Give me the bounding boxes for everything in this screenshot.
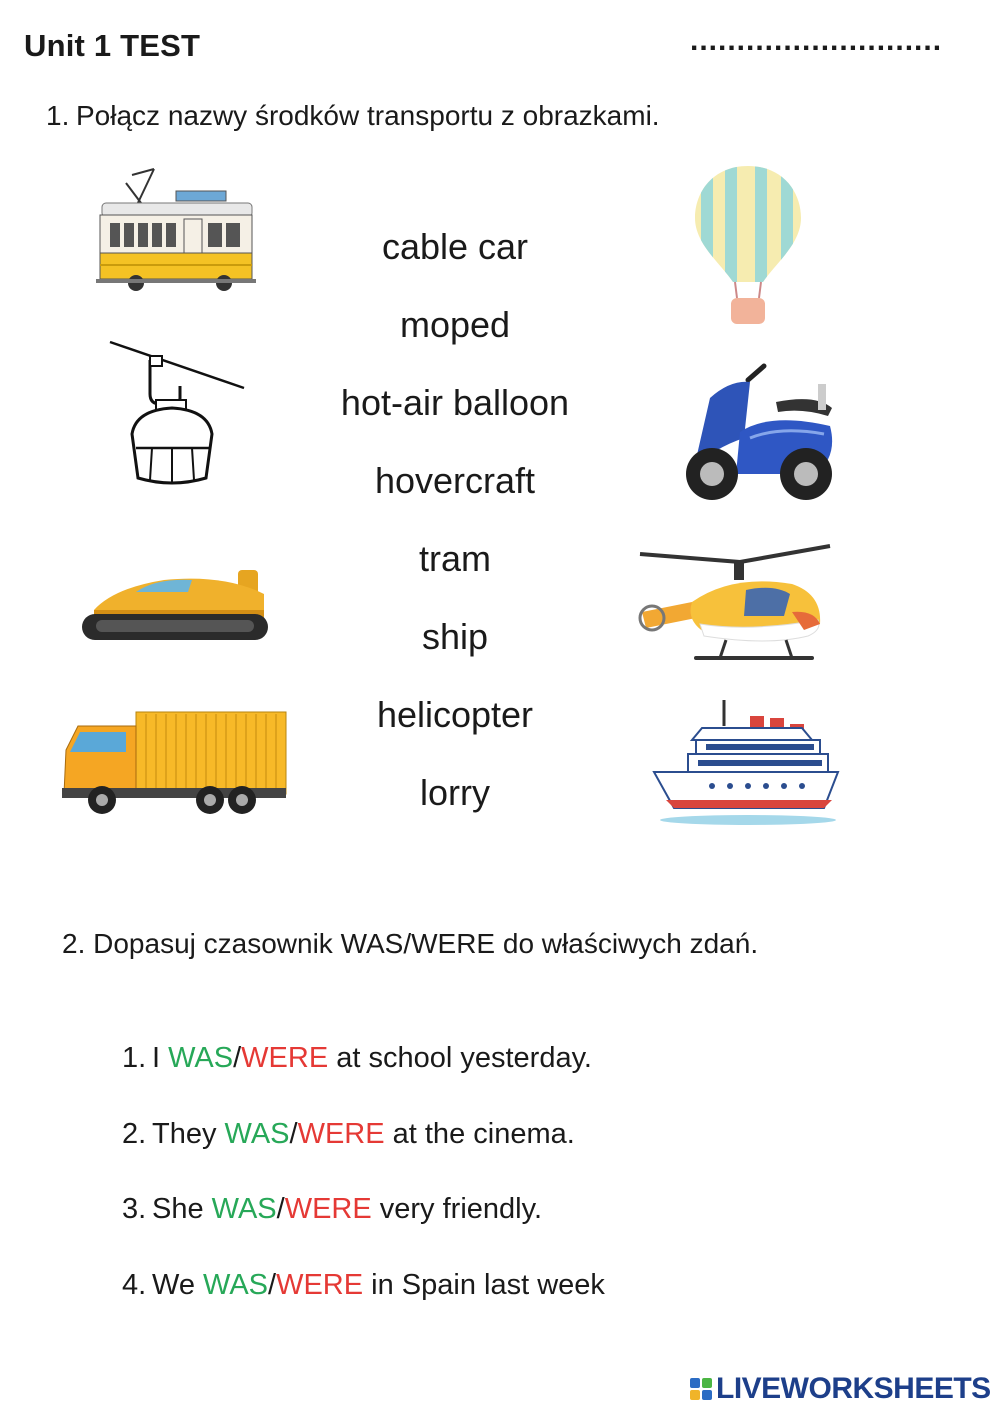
sentence-number: 2. bbox=[122, 1118, 147, 1150]
logo-text: LIVEWORKSHEETS bbox=[716, 1372, 991, 1405]
lorry-image[interactable] bbox=[60, 706, 288, 818]
liveworksheets-logo[interactable] bbox=[690, 1372, 991, 1406]
logo-icon bbox=[690, 1378, 712, 1400]
sentence-end: at the cinema. bbox=[384, 1118, 575, 1150]
sentence-4 bbox=[122, 1269, 605, 1302]
sentence-3 bbox=[122, 1193, 542, 1226]
word-ship[interactable]: ship bbox=[421, 616, 489, 657]
exercise1-instruction bbox=[46, 100, 660, 132]
were-option[interactable]: WERE bbox=[297, 1118, 385, 1150]
word-cable-car[interactable]: cable car bbox=[381, 226, 529, 267]
sentence-start: She bbox=[152, 1193, 212, 1225]
sentence-number: 3. bbox=[122, 1193, 147, 1225]
was-option[interactable]: WAS bbox=[211, 1193, 277, 1225]
helicopter-image[interactable] bbox=[636, 540, 832, 670]
slash: / bbox=[268, 1269, 277, 1301]
was-option[interactable]: WAS bbox=[203, 1269, 269, 1301]
slash: / bbox=[233, 1042, 242, 1074]
sentence-start: We bbox=[152, 1269, 204, 1301]
exercise2-instruction: 2. Dopasuj czasownik WAS/WERE do właściwych zdań. bbox=[62, 928, 759, 959]
sentence-1 bbox=[122, 1042, 592, 1075]
was-option[interactable]: WAS bbox=[168, 1042, 234, 1074]
sentence-start: They bbox=[152, 1118, 225, 1150]
ship-image[interactable] bbox=[652, 696, 840, 828]
sentence-2 bbox=[122, 1118, 575, 1151]
sentence-number: 1. bbox=[122, 1042, 147, 1074]
were-option[interactable]: WERE bbox=[276, 1269, 364, 1301]
word-hot-air-balloon[interactable]: hot-air balloon bbox=[340, 382, 570, 423]
cable-car-image[interactable] bbox=[106, 338, 246, 490]
slash: / bbox=[289, 1118, 298, 1150]
word-helicopter[interactable]: helicopter bbox=[376, 694, 534, 735]
moped-image[interactable] bbox=[680, 362, 838, 504]
tram-image[interactable] bbox=[96, 165, 256, 297]
were-option[interactable]: WERE bbox=[284, 1193, 372, 1225]
hot-air-balloon-image[interactable] bbox=[693, 164, 803, 328]
word-moped[interactable]: moped bbox=[399, 304, 511, 345]
sentence-end: very friendly. bbox=[371, 1193, 543, 1225]
sentence-end: at school yesterday. bbox=[328, 1042, 592, 1074]
was-option[interactable]: WAS bbox=[224, 1118, 290, 1150]
hovercraft-image[interactable] bbox=[80, 566, 270, 644]
word-tram[interactable]: tram bbox=[419, 538, 491, 579]
slash: / bbox=[276, 1193, 285, 1225]
word-lorry[interactable]: lorry bbox=[420, 772, 490, 813]
sentence-number: 4. bbox=[122, 1269, 147, 1301]
exercise1-number: 1. bbox=[46, 100, 70, 131]
word-hovercraft[interactable]: hovercraft bbox=[374, 460, 536, 501]
were-option[interactable]: WERE bbox=[241, 1042, 329, 1074]
sentence-start: I bbox=[152, 1042, 169, 1074]
name-dotted-line: ........................... bbox=[690, 24, 943, 57]
exercise1-text: Połącz nazwy środków transportu z obrazkami. bbox=[76, 100, 660, 131]
page-title: Unit 1 TEST bbox=[24, 28, 201, 63]
sentence-end: in Spain last week bbox=[363, 1269, 605, 1301]
